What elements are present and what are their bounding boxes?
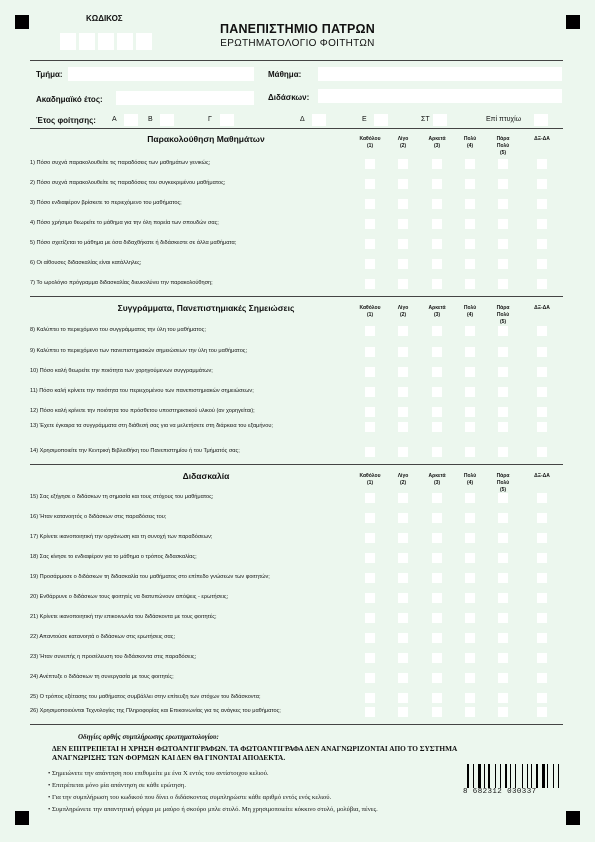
instruction-text: Συμπληρώνετε την απαντητική φόρμα με μαύρο ή σκούρο μπλε στυλό. Μη χρησιμοποιείτε κόκκινο στυλό, μολύβια, πένες. <box>51 806 378 813</box>
study-year-checkbox[interactable] <box>312 114 326 126</box>
answer-checkbox[interactable] <box>465 573 475 583</box>
question-text: 7) Το ωρολόγιο πρόγραμμα διδασκαλίας διευκολύνει την παρακολούθηση; <box>30 280 213 286</box>
question-text: 1) Πόσο συχνά παρακολουθείτε τις παραδόσεις των μαθημάτων γενικώς; <box>30 160 211 166</box>
answer-checkbox[interactable] <box>432 239 442 249</box>
answer-checkbox[interactable] <box>432 613 442 623</box>
answer-checkbox[interactable] <box>432 219 442 229</box>
answer-checkbox[interactable] <box>398 199 408 209</box>
answer-checkbox[interactable] <box>537 422 547 432</box>
question-text: 3) Πόσο ενδιαφέρον βρίσκετε το περιεχόμενο του μαθήματος; <box>30 200 182 206</box>
scale-label: Λίγο <box>397 473 409 479</box>
study-year-option-label: Επί πτυχίω <box>486 116 522 123</box>
answer-checkbox[interactable] <box>398 493 408 503</box>
question-text: 23) Ήταν συνεπής η προσέλευση του διδάσκοντα στις παραδόσεις; <box>30 654 197 660</box>
answer-checkbox[interactable] <box>432 199 442 209</box>
scale-number: (3) <box>433 143 441 149</box>
question-text: 20) Ενθάρρυνε ο διδάσκων τους φοιτητές να διατυπώνουν απόψεις - ερωτήσεις; <box>30 594 229 600</box>
department-label: Τμήμα: <box>36 70 63 79</box>
answer-checkbox[interactable] <box>365 447 375 457</box>
scale-header <box>457 136 483 150</box>
instruction-item <box>48 770 269 777</box>
answer-checkbox[interactable] <box>365 407 375 417</box>
scale-header <box>390 473 416 487</box>
instruction-item <box>48 806 378 813</box>
question-text: 11) Πόσο καλή κρίνετε την ποιότητα του περιεχομένου των πανεπιστημιακών σημειώσεων; <box>30 388 254 394</box>
answer-checkbox[interactable] <box>498 533 508 543</box>
answer-checkbox[interactable] <box>498 347 508 357</box>
scale-label: Λίγο <box>397 305 409 311</box>
answer-checkbox[interactable] <box>432 593 442 603</box>
answer-checkbox[interactable] <box>365 219 375 229</box>
answer-checkbox[interactable] <box>398 159 408 169</box>
question-text: 15) Σας εξήγησε ο διδάσκων τη σημασία και τους στόχους του μαθήματος; <box>30 494 214 500</box>
answer-checkbox[interactable] <box>432 159 442 169</box>
answer-checkbox[interactable] <box>498 179 508 189</box>
question-text: 22) Απαντούσε κατανοητά ο διδάσκων στις ερωτήσεις σας; <box>30 634 176 640</box>
answer-checkbox[interactable] <box>398 553 408 563</box>
question-text: 24) Ανέπτυξε ο διδάσκων τη συνεργασία με τους φοιτητές; <box>30 674 174 680</box>
answer-checkbox[interactable] <box>365 633 375 643</box>
study-year-checkbox[interactable] <box>220 114 234 126</box>
answer-checkbox[interactable] <box>398 613 408 623</box>
answer-checkbox[interactable] <box>398 219 408 229</box>
question-text: 4) Πόσο χρήσιμο θεωρείτε το μάθημα για την όλη πορεία των σπουδών σας; <box>30 220 219 226</box>
answer-checkbox[interactable] <box>465 326 475 336</box>
answer-checkbox[interactable] <box>432 347 442 357</box>
answer-checkbox[interactable] <box>365 347 375 357</box>
code-digit-box[interactable] <box>136 33 152 50</box>
study-year-checkbox[interactable] <box>124 114 138 126</box>
section-title: Παρακολούθηση Μαθημάτων <box>147 134 265 144</box>
answer-checkbox[interactable] <box>537 633 547 643</box>
instruction-text: Για την συμπλήρωση του κωδικού που δίνει ο διδάσκοντας συμπληρώστε κάθε αριθμό εντός ενός κελιού. <box>51 794 332 801</box>
scale-label: Πάρα Πολύ <box>496 136 510 149</box>
question-text: 21) Κρίνετε ικανοποιητική την επικοινωνία του διδάσκοντα με τους φοιτητές; <box>30 614 217 620</box>
answer-checkbox[interactable] <box>537 533 547 543</box>
answer-checkbox[interactable] <box>465 407 475 417</box>
course-label: Μάθημα: <box>268 70 302 79</box>
answer-checkbox[interactable] <box>365 493 375 503</box>
instruction-text: Σημειώνετε την απάντηση που επιθυμείτε με ένα Χ εντός του αντίστοιχου κελιού. <box>51 770 269 777</box>
section-title: Συγγράμματα, Πανεπιστημιακές Σημειώσεις <box>117 303 295 313</box>
question-text: 26) Χρησιμοποιούνται Τεχνολογίες της Πληροφορίας και Επικοινωνίας για τις ανάγκες του μαθήματος; <box>30 708 281 714</box>
answer-checkbox[interactable] <box>398 239 408 249</box>
question-text: 5) Πόσο σχετίζεται το μάθημα με όσα διδαχθήκατε ή διδάσκεστε σε άλλα μαθήματα; <box>30 240 237 246</box>
answer-checkbox[interactable] <box>365 693 375 703</box>
section-title: Διδασκαλία <box>182 471 230 481</box>
answer-checkbox[interactable] <box>465 259 475 269</box>
scale-number: (5) <box>499 319 507 325</box>
answer-checkbox[interactable] <box>465 553 475 563</box>
answer-checkbox[interactable] <box>498 159 508 169</box>
answer-checkbox[interactable] <box>398 707 408 717</box>
answer-checkbox[interactable] <box>465 219 475 229</box>
answer-checkbox[interactable] <box>432 633 442 643</box>
answer-checkbox[interactable] <box>365 239 375 249</box>
answer-checkbox[interactable] <box>432 367 442 377</box>
answer-checkbox[interactable] <box>465 159 475 169</box>
scale-label: Πάρα Πολύ <box>496 305 510 318</box>
answer-checkbox[interactable] <box>465 673 475 683</box>
study-year-option-label: ΣΤ <box>421 116 430 123</box>
answer-checkbox[interactable] <box>398 653 408 663</box>
answer-checkbox[interactable] <box>398 179 408 189</box>
scale-number: (2) <box>399 143 407 149</box>
answer-checkbox[interactable] <box>498 387 508 397</box>
divider <box>30 128 563 129</box>
answer-checkbox[interactable] <box>465 367 475 377</box>
answer-checkbox[interactable] <box>498 422 508 432</box>
answer-checkbox[interactable] <box>398 326 408 336</box>
answer-checkbox[interactable] <box>498 326 508 336</box>
question-text: 14) Χρησιμοποιείτε την Κεντρική Βιβλιοθήκη του Πανεπιστημίου ή του Τμήματός σας; <box>30 448 240 454</box>
answer-checkbox[interactable] <box>498 653 508 663</box>
answer-checkbox[interactable] <box>365 179 375 189</box>
scale-header <box>529 136 555 143</box>
answer-checkbox[interactable] <box>365 259 375 269</box>
scale-label: Λίγο <box>397 136 409 142</box>
code-label: ΚΩΔΙΚΟΣ <box>86 14 123 23</box>
scale-number: (5) <box>499 150 507 156</box>
answer-checkbox[interactable] <box>365 422 375 432</box>
scale-label: ΔΞ-ΔΑ <box>534 136 550 142</box>
instructions-title: Οδηγίες ορθής συμπλήρωσης ερωτηματολογίου: <box>78 733 219 741</box>
answer-checkbox[interactable] <box>432 707 442 717</box>
answer-checkbox[interactable] <box>365 533 375 543</box>
answer-checkbox[interactable] <box>465 593 475 603</box>
answer-checkbox[interactable] <box>398 407 408 417</box>
answer-checkbox[interactable] <box>498 493 508 503</box>
scale-label: Αρκετά <box>428 305 446 311</box>
answer-checkbox[interactable] <box>432 407 442 417</box>
scale-label: Αρκετά <box>428 473 446 479</box>
answer-checkbox[interactable] <box>465 347 475 357</box>
study-year-checkbox[interactable] <box>534 114 548 126</box>
scale-label: Πολύ <box>463 473 477 479</box>
answer-checkbox[interactable] <box>498 693 508 703</box>
scale-label: Πολύ <box>463 136 477 142</box>
answer-checkbox[interactable] <box>365 367 375 377</box>
divider <box>30 464 563 465</box>
registration-marker-bottom-right <box>566 811 580 825</box>
answer-checkbox[interactable] <box>398 387 408 397</box>
answer-checkbox[interactable] <box>465 239 475 249</box>
answer-checkbox[interactable] <box>537 347 547 357</box>
scale-number: (4) <box>466 480 474 486</box>
answer-checkbox[interactable] <box>498 219 508 229</box>
bullet-icon: • <box>48 770 52 777</box>
answer-checkbox[interactable] <box>537 239 547 249</box>
scale-number: (2) <box>399 480 407 486</box>
answer-checkbox[interactable] <box>398 367 408 377</box>
answer-checkbox[interactable] <box>465 653 475 663</box>
code-digit-box[interactable] <box>117 33 133 50</box>
scale-label: Καθόλου <box>359 305 381 311</box>
divider <box>30 296 563 297</box>
answer-checkbox[interactable] <box>398 259 408 269</box>
scale-header <box>424 473 450 487</box>
answer-checkbox[interactable] <box>537 179 547 189</box>
answer-checkbox[interactable] <box>365 553 375 563</box>
answer-checkbox[interactable] <box>498 447 508 457</box>
answer-checkbox[interactable] <box>365 653 375 663</box>
answer-checkbox[interactable] <box>537 407 547 417</box>
question-text: 16) Ήταν κατανοητός ο διδάσκων στις παραδόσεις του; <box>30 514 167 520</box>
answer-checkbox[interactable] <box>432 422 442 432</box>
scale-header <box>390 305 416 319</box>
question-text: 18) Σας κίνησε το ενδιαφέρον για το μάθημα ο τρόπος διδασκαλίας; <box>30 554 197 560</box>
scale-number: (4) <box>466 143 474 149</box>
answer-checkbox[interactable] <box>432 326 442 336</box>
answer-checkbox[interactable] <box>498 199 508 209</box>
answer-checkbox[interactable] <box>537 707 547 717</box>
scale-label: Καθόλου <box>359 473 381 479</box>
scale-label: Καθόλου <box>359 136 381 142</box>
answer-checkbox[interactable] <box>498 513 508 523</box>
answer-checkbox[interactable] <box>432 553 442 563</box>
study-year-option-label: Γ <box>208 116 212 123</box>
question-text: 10) Πόσο καλή θεωρείτε την ποιότητα των χορηγούμενων συγγραμμάτων; <box>30 368 213 374</box>
study-year-option-label: Δ <box>300 116 305 123</box>
answer-checkbox[interactable] <box>365 199 375 209</box>
answer-checkbox[interactable] <box>498 407 508 417</box>
answer-checkbox[interactable] <box>398 422 408 432</box>
scale-header <box>424 136 450 150</box>
answer-checkbox[interactable] <box>398 673 408 683</box>
scale-header <box>390 136 416 150</box>
answer-checkbox[interactable] <box>465 633 475 643</box>
scale-label: Πολύ <box>463 305 477 311</box>
code-digit-box[interactable] <box>98 33 114 50</box>
divider <box>30 60 563 61</box>
bullet-icon: • <box>48 806 52 813</box>
study-year-checkbox[interactable] <box>433 114 447 126</box>
answer-checkbox[interactable] <box>398 279 408 289</box>
question-text: 19) Προσάρμοσε ο διδάσκων τη διδασκαλία του μαθήματος στο επίπεδο γνώσεων των φοιτητών; <box>30 574 270 580</box>
university-title: ΠΑΝΕΠΙΣΤΗΜΙΟ ΠΑΤΡΩΝ <box>219 22 375 36</box>
answer-checkbox[interactable] <box>537 447 547 457</box>
answer-checkbox[interactable] <box>432 179 442 189</box>
answer-checkbox[interactable] <box>537 613 547 623</box>
answer-checkbox[interactable] <box>498 633 508 643</box>
study-year-option-label: Α <box>112 116 117 123</box>
barcode <box>467 764 563 788</box>
code-digit-box[interactable] <box>60 33 76 50</box>
scale-header <box>424 305 450 319</box>
scale-number: (5) <box>499 487 507 493</box>
question-text: 6) Οι αίθουσες διδασκαλίας είναι κατάλληλες; <box>30 260 142 266</box>
answer-checkbox[interactable] <box>398 693 408 703</box>
question-text: 2) Πόσο συχνά παρακολουθείτε τις παραδόσεις του συγκεκριμένου μαθήματος; <box>30 180 226 186</box>
answer-checkbox[interactable] <box>498 239 508 249</box>
answer-checkbox[interactable] <box>498 553 508 563</box>
code-digit-box[interactable] <box>79 33 95 50</box>
answer-checkbox[interactable] <box>432 673 442 683</box>
question-text: 12) Πόσο καλή κρίνετε την ποιότητα του πρόσθετου υποστηρικτικού υλικού (αν χορηγείται); <box>30 408 255 414</box>
bullet-icon: • <box>48 794 52 801</box>
scale-number: (3) <box>433 480 441 486</box>
divider <box>30 724 563 725</box>
answer-checkbox[interactable] <box>432 387 442 397</box>
scale-header <box>457 473 483 487</box>
scale-header <box>357 305 383 319</box>
scale-header <box>529 473 555 480</box>
answer-checkbox[interactable] <box>365 573 375 583</box>
answer-checkbox[interactable] <box>398 513 408 523</box>
registration-marker-top-left <box>15 15 29 29</box>
study-year-checkbox[interactable] <box>374 114 388 126</box>
answer-checkbox[interactable] <box>465 493 475 503</box>
answer-checkbox[interactable] <box>498 259 508 269</box>
answer-checkbox[interactable] <box>398 573 408 583</box>
course-field[interactable] <box>318 67 562 81</box>
photocopy-warning: ΔΕΝ ΕΠΙΤΡΕΠΕΤΑΙ Η ΧΡΗΣΗ ΦΩΤΟΑΝΤΙΓΡΑΦΩΝ. ΤΑ ΦΩΤΟΑΝΤΙΓΡΑΦΑ ΔΕΝ ΑΝΑΓΝΩΡΙΖΟΝΤΑΙ ΑΠΟ ΤΟ ΣΥΣΤΗΜΑ ΑΝΑΓΝΩΡΙΣΗΣ ΤΩΝ ΦΟΡΜΩΝ ΚΑΙ ΔΕΝ ΘΑ ΓΙΝΟΝΤΑΙ ΑΠΟΔΕΚΤΑ. <box>52 744 457 762</box>
answer-checkbox[interactable] <box>537 219 547 229</box>
instructor-field[interactable] <box>318 89 562 103</box>
scale-header <box>357 136 383 150</box>
answer-checkbox[interactable] <box>465 447 475 457</box>
registration-marker-bottom-left <box>15 811 29 825</box>
answer-checkbox[interactable] <box>398 447 408 457</box>
scale-number: (3) <box>433 312 441 318</box>
scale-label: Αρκετά <box>428 136 446 142</box>
question-text: 17) Κρίνετε ικανοποιητική την οργάνωση και τη συνοχή των παραδόσεων; <box>30 534 213 540</box>
answer-checkbox[interactable] <box>465 179 475 189</box>
department-field[interactable] <box>68 67 254 81</box>
code-input-boxes <box>60 33 152 50</box>
answer-checkbox[interactable] <box>537 387 547 397</box>
answer-checkbox[interactable] <box>465 513 475 523</box>
scale-label: Πάρα Πολύ <box>496 473 510 486</box>
scale-label: ΔΞ-ΔΑ <box>534 305 550 311</box>
answer-checkbox[interactable] <box>432 533 442 543</box>
answer-checkbox[interactable] <box>537 199 547 209</box>
scale-number: (4) <box>466 312 474 318</box>
academic-year-label: Ακαδημαϊκό έτος: <box>36 95 103 104</box>
answer-checkbox[interactable] <box>432 693 442 703</box>
answer-checkbox[interactable] <box>465 613 475 623</box>
registration-marker-top-right <box>566 15 580 29</box>
answer-checkbox[interactable] <box>537 673 547 683</box>
question-text: 8) Καλύπτει το περιεχόμενο του συγγράμματος την ύλη του μαθήματος; <box>30 327 206 333</box>
answer-checkbox[interactable] <box>432 653 442 663</box>
scale-header <box>457 305 483 319</box>
study-year-checkbox[interactable] <box>160 114 174 126</box>
answer-checkbox[interactable] <box>365 673 375 683</box>
bullet-icon: • <box>48 782 52 789</box>
answer-checkbox[interactable] <box>365 279 375 289</box>
answer-checkbox[interactable] <box>465 279 475 289</box>
answer-checkbox[interactable] <box>498 279 508 289</box>
answer-checkbox[interactable] <box>398 633 408 643</box>
form-subtitle: ΕΡΩΤΗΜΑΤΟΛΟΓΙΟ ΦΟΙΤΗΤΩΝ <box>220 38 375 49</box>
answer-checkbox[interactable] <box>498 573 508 583</box>
scale-number: (1) <box>366 143 374 149</box>
instruction-item <box>48 794 331 801</box>
answer-checkbox[interactable] <box>498 593 508 603</box>
study-year-option-label: Β <box>148 116 153 123</box>
scale-header <box>529 305 555 312</box>
answer-checkbox[interactable] <box>537 553 547 563</box>
question-text: 13) Έχετε έγκαιρα τα συγγράμματα στη διάθεσή σας για να μελετήσετε στη διάρκεια του εξαμήνου; <box>30 423 273 429</box>
answer-checkbox[interactable] <box>537 493 547 503</box>
instruction-item <box>48 782 186 789</box>
answer-checkbox[interactable] <box>537 259 547 269</box>
answer-checkbox[interactable] <box>465 707 475 717</box>
answer-checkbox[interactable] <box>498 707 508 717</box>
answer-checkbox[interactable] <box>465 693 475 703</box>
answer-checkbox[interactable] <box>465 387 475 397</box>
answer-checkbox[interactable] <box>537 367 547 377</box>
answer-checkbox[interactable] <box>365 513 375 523</box>
answer-checkbox[interactable] <box>537 693 547 703</box>
answer-checkbox[interactable] <box>537 159 547 169</box>
answer-checkbox[interactable] <box>498 367 508 377</box>
answer-checkbox[interactable] <box>537 326 547 336</box>
answer-checkbox[interactable] <box>465 533 475 543</box>
scale-number: (1) <box>366 312 374 318</box>
answer-checkbox[interactable] <box>432 513 442 523</box>
study-year-option-label: Ε <box>362 116 367 123</box>
answer-checkbox[interactable] <box>432 447 442 457</box>
answer-checkbox[interactable] <box>365 613 375 623</box>
answer-checkbox[interactable] <box>537 573 547 583</box>
scale-number: (1) <box>366 480 374 486</box>
answer-checkbox[interactable] <box>398 593 408 603</box>
answer-checkbox[interactable] <box>465 422 475 432</box>
answer-checkbox[interactable] <box>537 653 547 663</box>
answer-checkbox[interactable] <box>432 573 442 583</box>
barcode-number: 8 682312 030337 <box>463 788 537 796</box>
question-text: 9) Καλύπτει το περιεχόμενο των πανεπιστημιακών σημειώσεων την ύλη του μαθήματος; <box>30 348 248 354</box>
scale-number: (2) <box>399 312 407 318</box>
scale-header <box>357 473 383 487</box>
scale-header <box>490 305 516 326</box>
question-text: 25) Ο τρόπος εξέτασης του μαθήματος συμβάλλει στην επίτευξη των στόχων του διδάσκοντα; <box>30 694 261 700</box>
answer-checkbox[interactable] <box>537 513 547 523</box>
answer-checkbox[interactable] <box>537 593 547 603</box>
scale-header <box>490 473 516 494</box>
answer-checkbox[interactable] <box>365 387 375 397</box>
answer-checkbox[interactable] <box>365 707 375 717</box>
answer-checkbox[interactable] <box>465 199 475 209</box>
answer-checkbox[interactable] <box>432 279 442 289</box>
answer-checkbox[interactable] <box>498 613 508 623</box>
instruction-text: Επιτρέπεται μόνο μία απάντηση σε κάθε ερώτηση. <box>51 782 186 789</box>
answer-checkbox[interactable] <box>398 533 408 543</box>
answer-checkbox[interactable] <box>537 279 547 289</box>
answer-checkbox[interactable] <box>398 347 408 357</box>
answer-checkbox[interactable] <box>365 159 375 169</box>
answer-checkbox[interactable] <box>432 259 442 269</box>
answer-checkbox[interactable] <box>365 593 375 603</box>
scale-header <box>490 136 516 157</box>
academic-year-field[interactable] <box>116 91 254 105</box>
scale-label: ΔΞ-ΔΑ <box>534 473 550 479</box>
answer-checkbox[interactable] <box>365 326 375 336</box>
answer-checkbox[interactable] <box>498 673 508 683</box>
answer-checkbox[interactable] <box>432 493 442 503</box>
instructor-label: Διδάσκων: <box>268 93 310 102</box>
study-year-label: Έτος φοίτησης: <box>36 116 96 125</box>
